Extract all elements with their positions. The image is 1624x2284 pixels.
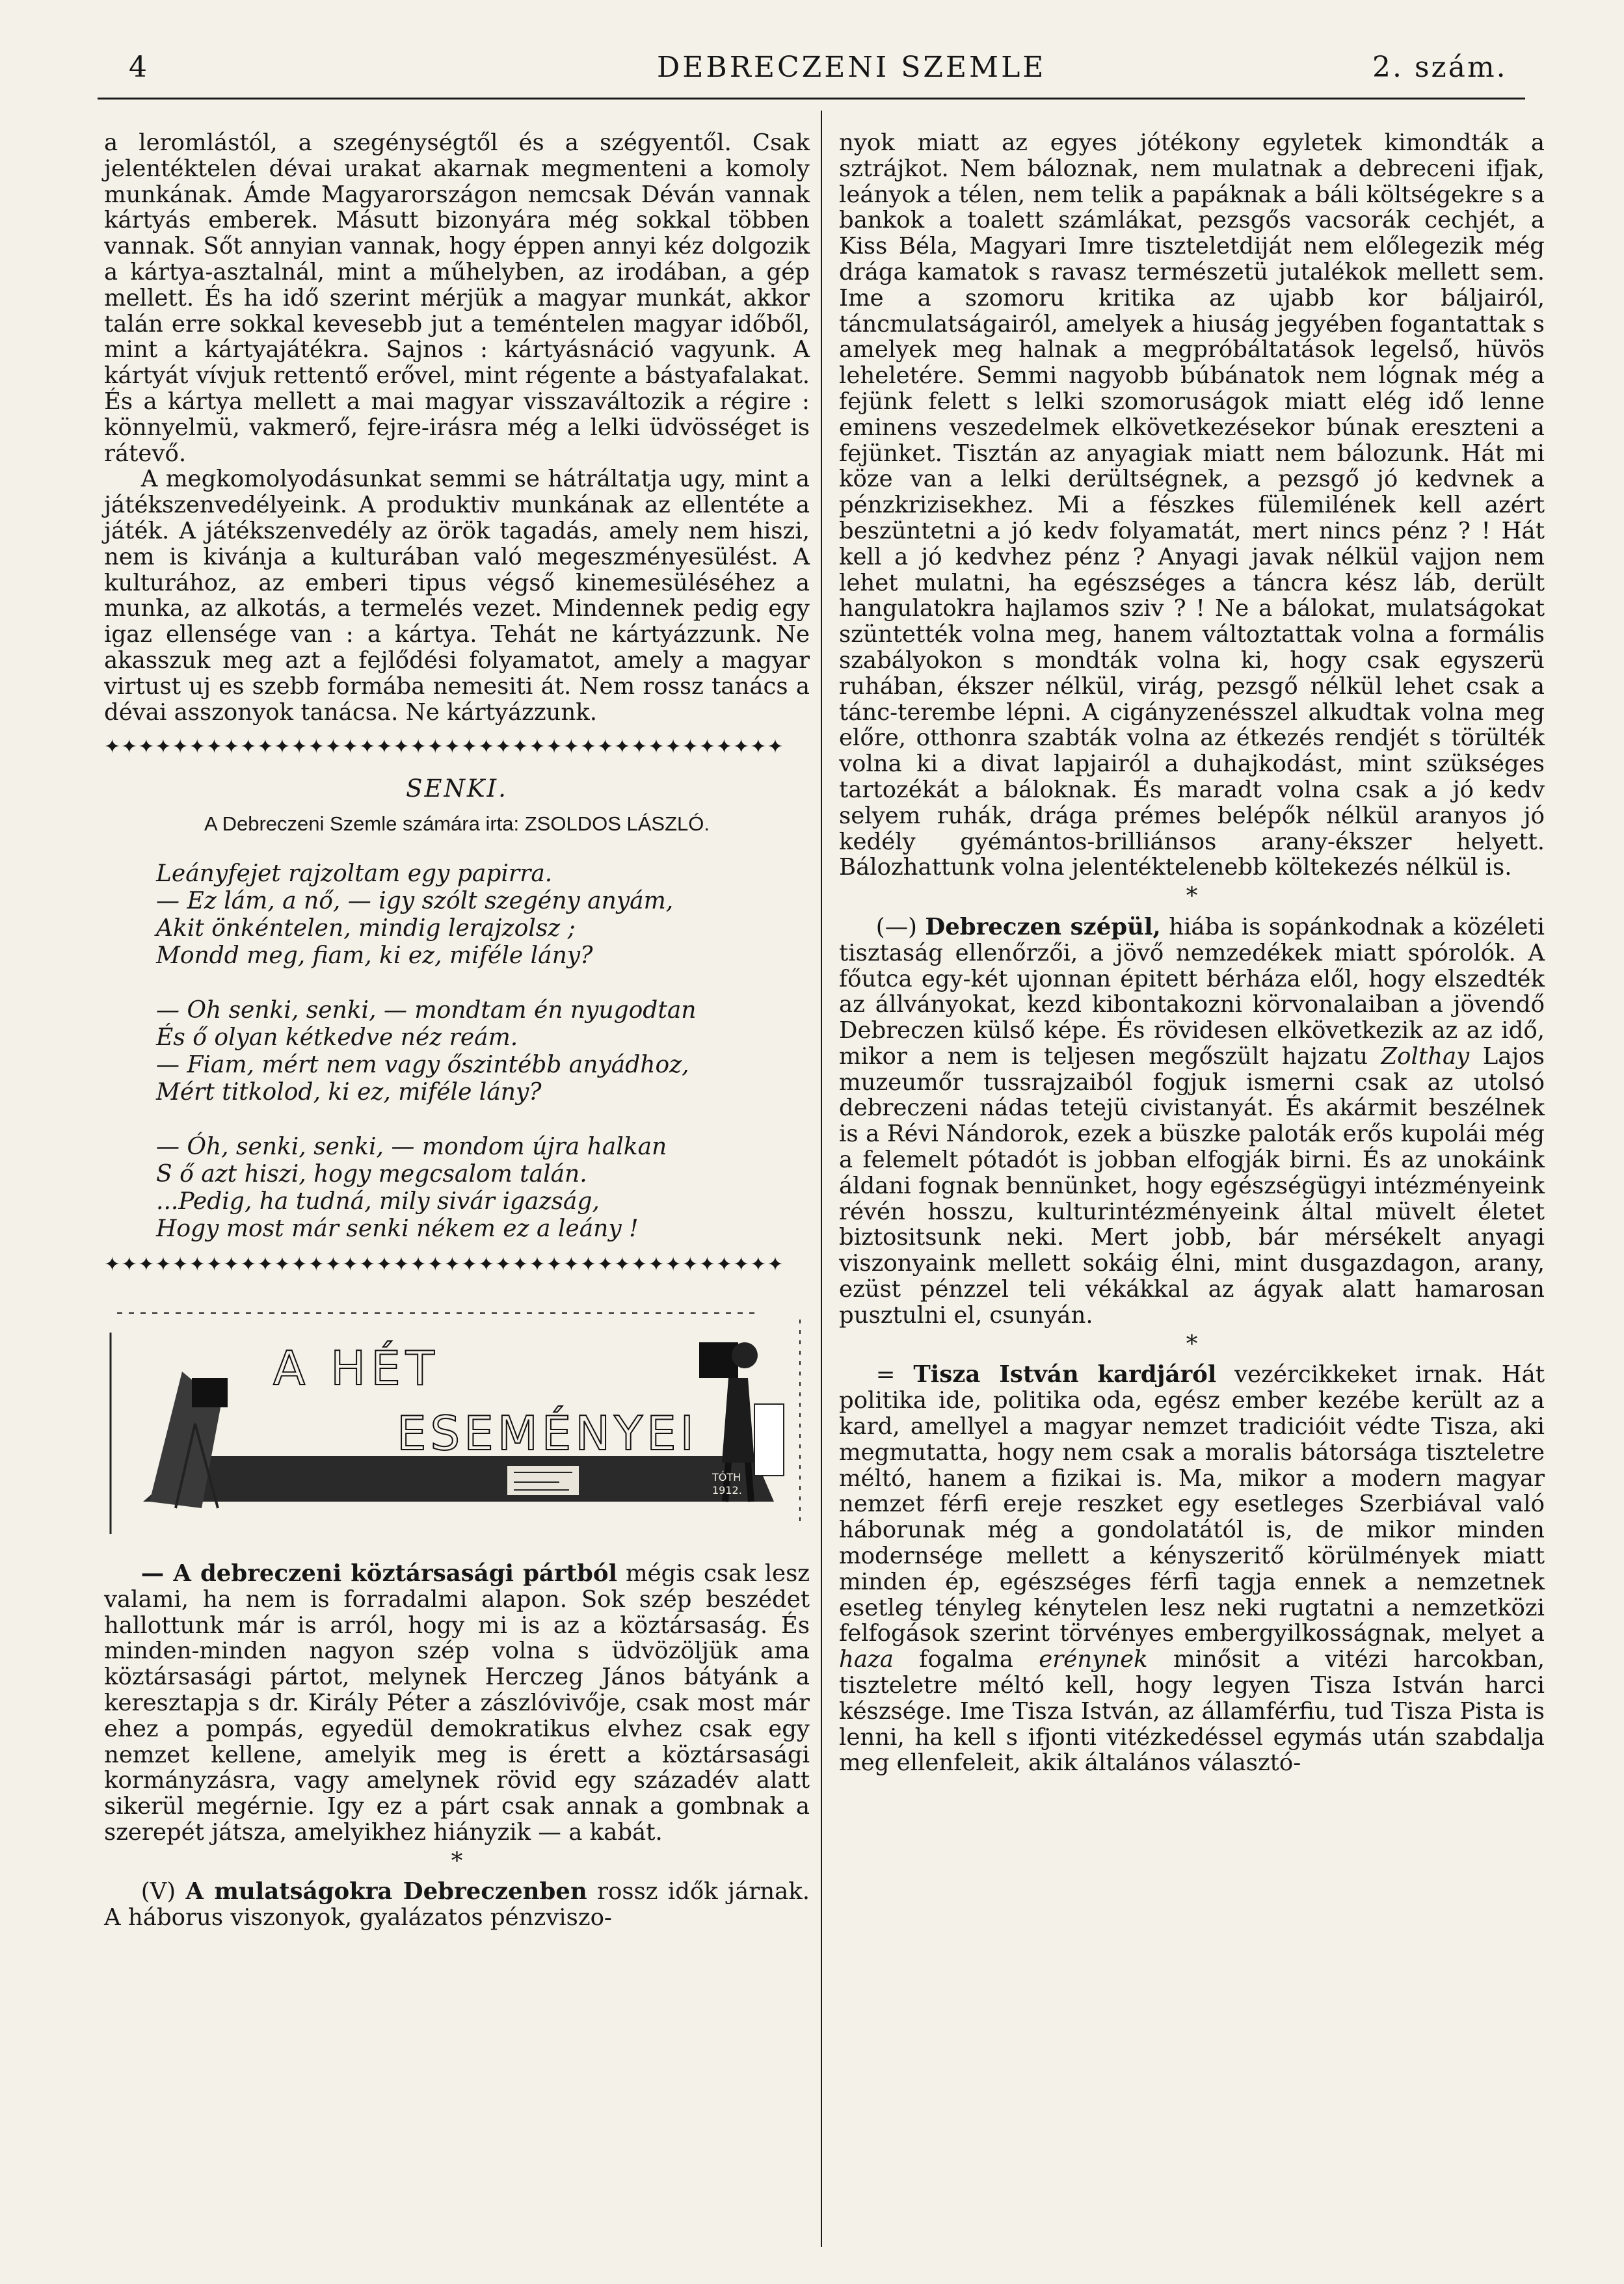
emphasized-name: Zolthay xyxy=(1381,1042,1470,1070)
poem-verse: — Oh senki, senki, — mondtam én nyugodtan xyxy=(156,996,697,1024)
article-text: minősit a vitézi harcokban, tiszteletre méltó kell, hogy legyen Tisza István harci készsége. Ime Tisza István, az államférfiu, tud Tisza Pista is lenni, ha kell s ifjonti vitézkedéssel egymás után szabdalja meg ellenfeleit, akik általános választó- xyxy=(839,1646,1545,1777)
poem-verse: — Ez lám, a nő, — igy szólt szegény anyám, xyxy=(156,887,674,914)
poem-verse: S ő azt hiszi, hogy megcsalom talán. xyxy=(156,1160,587,1188)
article-text: Lajos muzeumőr tussrajzaiból fogjuk ismerni csak az utolsó debreczeni nádas tetejü civistanyát. És akármit beszélnek is a Révi Nándorok, ezek a büszke paloták erős kupolái még a felemelt pótadót is jobban elfogják birni. És az unokáink áldani fognak bennünket, hogy egészségügyi intézményeink révén hosszu, kulturintézményeink által müvelt életet biztositsunk neki. Mert jobb, bár mérsékelt anyagi viszonyaink mellett sokáig élni, mint dusgazdagon, arany, ezüst pénzzel teli vékákkal az ágyak alatt hamarosan pusztulni el, csunyán. xyxy=(839,1042,1545,1329)
header-rule xyxy=(98,98,1525,100)
poem-verse: És ő olyan kétkedve néz reám. xyxy=(156,1024,518,1051)
banner-title-line1: A HÉT xyxy=(273,1340,440,1396)
article-lead: Tisza István kardjáról xyxy=(913,1361,1217,1388)
article-text: vezércikkeket irnak. Hát politika ide, politika oda, egész ember kezébe került az a kard, amellyel a magyar nemzet tradicióit védte Tisza, aki megmutatta, hogy nem csak a moralis bátorsága tiszteletre méltó, hanem a fizikai is. Ma, mikor a modern magyar nemzet férfi ereje reszket egy esetleges Szerbiával való háborunak még a gondolatától is, de mikor minden modernsége mellett a kényszeritő körülmények miatt minden ép, egészséges férfi tagja ennek a nemzetnek esetleg tényleg kénytelen lesz neki rugtatni a nemzetközi felfogások szerint törvényes embergyilkosságnak, melyet a xyxy=(839,1361,1545,1647)
poem-verse: — Óh, senki, senki, — mondom újra halkan xyxy=(156,1133,667,1160)
article-marker: = xyxy=(875,1361,914,1388)
article-paragraph xyxy=(104,1561,810,1846)
section-separator-star: * xyxy=(1186,1330,1198,1357)
article-paragraph xyxy=(839,1362,1545,1776)
banner-illustration xyxy=(104,1294,810,1544)
article-text: rossz idők járnak. A háborus viszonyok, gyalázatos pénzviszo- xyxy=(104,1878,810,1932)
article-paragraph: a leromlástól, a szegénységtől és a szégyentől. Csak jelentéktelen dévai urakat akarnak megmenteni a komoly munkának. Ámde Magyarországon nemcsak Déván vannak kártyás emberek. Másutt bizonyára még sokkal többen vannak. Sőt annyian vannak, hogy éppen annyi kéz dolgozik a kártya-asztalnál, mint a műhelyben, az irodában, a gép mellett. És ha idő szerint mérjük a magyar munkát, akkor talán erre sokkal kevesebb jut a teméntelen magyar időből, mint a kártyajátékra. Sajnos : kártyásnáció vagyunk. A kártyát vívjuk rettentő erővel, mint régente a bástyafalakat. És a kártya mellett a mai magyar visszaváltozik a régire : könnyelmü, vakmerő, fejre-irásra még a lelki üdvösséget is rátevő. xyxy=(104,129,810,467)
poem-stanza xyxy=(156,1134,810,1243)
article-lead: A mulatságokra Debreczenben xyxy=(185,1878,587,1906)
ornament-divider: ✦✦✦✦✦✦✦✦✦✦✦✦✦✦✦✦✦✦✦✦✦✦✦✦✦✦✦✦✦✦✦✦✦✦✦✦✦✦✦✦ xyxy=(104,736,784,759)
poem-stanza xyxy=(156,860,810,970)
banner-title-line2: ESEMÉNYEI xyxy=(397,1405,698,1461)
emphasized-word: haza xyxy=(839,1646,894,1673)
column-rule xyxy=(821,111,822,2247)
poem-verse: Leányfejet rajzoltam egy papirra. xyxy=(156,860,553,887)
article-text: hiába is sopánkodnak a közéleti tisztaság ellenőrzői, a jövő nemzedékek miatt spórolók. A főutca egy-két ujonnan épitett bérháza elől, hogy elszedték az állványokat, kezd kibontakozni körvonalaiban a jövendő Debreczen külső képe. És rövidesen elkövetkezik az az idő, mikor a nem is teljesen megőszült hajzatu xyxy=(839,913,1545,1070)
poem-verse: ...Pedig, ha tudná, mily sivár igazság, xyxy=(156,1188,600,1215)
poem-verse: Mért titkolod, ki ez, miféle lány? xyxy=(156,1078,542,1106)
article-paragraph xyxy=(839,914,1545,1329)
poem xyxy=(104,860,810,1243)
article-paragraph xyxy=(104,1879,810,1931)
article-paragraph: A megkomolyodásunkat semmi se hátráltatja ugy, mint a játékszenvedélyeink. A produktiv munkának az ellentéte a játék. A játékszenvedély az örök tagadás, amely nem hiszi, nem is kivánja a kulturában való megeszményesülést. A kulturához, az emberi tipus végső kinemesüléséhez a munka, az alkotás, a termelés vezet. Mindennek pedig egy igaz ellensége van : a kártya. Tehát ne kártyázzunk. Ne akasszuk meg azt a fejlődési folyamatot, amely a magyar virtust uj es szebb formába nemesiti át. Nem rossz tanács a dévai asszonyok tanácsa. Ne kártyázzunk. xyxy=(104,466,810,726)
page-number: 4 xyxy=(129,51,149,84)
poem-verse: — Fiam, mért nem vagy őszintébb anyádhoz, xyxy=(156,1051,689,1078)
article-marker: (V) xyxy=(140,1878,186,1906)
article-lead: — A debreczeni köztársasági pártból xyxy=(140,1560,617,1587)
section-banner xyxy=(104,1294,810,1544)
poem-title: SENKI. xyxy=(406,775,508,803)
article-text: mégis csak lesz valami, ha nem is forradalmi alapon. Sok szép beszédet hallottunk már is arról, hogy mi is az a köztársaság. És minden-minden nagyon szép volna s üdvözöljük ama köztársasági pártot, melynek Herczeg János bátyánk a keresztapja s dr. Király Péter a zászlóvivője, csak most már ehez a pompás, egyedül demokratikus elvhez csak egy nemzet kellene, amelyik meg is érett a köztársasági kormányzásra, vagy amelynek rövid egy századév alatt sikerül megérnie. Igy ez a párt csak annak a gombnak a szerepét játsza, amelyikhez hiányzik — a kabát. xyxy=(104,1560,810,1846)
artist-signature: TÓTH xyxy=(712,1470,741,1483)
article-marker: (—) xyxy=(875,913,925,940)
section-separator-star: * xyxy=(1186,883,1198,910)
article-paragraph: nyok miatt az egyes jótékony egyletek kimondták a sztrájkot. Nem báloznak, nem mulatnak a debreceni ifjak, leányok a télen, nem telik a papáknak a báli költségekre s a bankok a toalett számlákat, pezsgős vacsorák cechjét, a Kiss Béla, Magyari Imre tiszteletdiját nem előlegezik még drága kamatok s ravasz természetü jutalékok mellett sem. Ime a szomoru kritika az ujabb kor báljairól, táncmulatságairól, amelyek a hiuság jegyében fogantattak s amelyek meg halnak a megpróbáltatások legelső, hüvös leheletére. Semmi nagyobb búbánatok nem lógnak még a fejünk felett s lelki szomoruságok miatt elég idő lenne eminens veszedelmek elkövetkezésekor búnak ereszteni a fejünket. Tisztán az anyagiak miatt nem bálozunk. Hát mi köze van a lelki derültségnek, a pezsgő jó kedvnek a pénzkrizisekhez. Mi a fészkes fülemilének kell azért beszüntetni a jó kedv folyamatát, mert nincs pénz ? ! Hát kell a jó kedvhez pénz ? Anyagi javak nélkül vajjon nem lehet mulatni, ha egészséges a táncra kész láb, derült hangulatokra hajlamos sziv ? ! Ne a bálokat, mulatságokat szüntették volna meg, hanem változtattak volna a formális szabályokon s mondták volna ki, hogy csak egyszerü ruhában, ékszer nélkül, virág, pezsgő nélkül lehet csak a tánc-terembe lépni. A cigányzenésszel alkudtak volna meg előre, otthonra szabták volna az étkezés rendjét s törülték volna ki a divat lapjairól a duhajkodást, mint szükséges tartozékát a báloknak. És maradt volna csak a jó kedv selyem ruhák, drága prémes belépők nélkül aranyos jó kedély gyémántos-brilliánsos arany-ékszer helyett. Bálozhattunk volna jelentéktelenebb költekezés nélkül is. xyxy=(839,129,1545,881)
article-text: fogalma xyxy=(893,1646,1039,1673)
left-column xyxy=(104,130,810,1931)
poem-byline: A Debreczeni Szemle számára irta: ZSOLDOS LÁSZLÓ. xyxy=(204,812,710,836)
newspaper-title: DEBRECZENI SZEMLE xyxy=(657,51,1046,84)
poem-verse: Mondd meg, fiam, ki ez, miféle lány? xyxy=(156,942,593,969)
poem-verse: Akit önkéntelen, mindig lerajzolsz ; xyxy=(156,914,576,942)
artist-signature-year: 1912. xyxy=(712,1483,742,1496)
right-column xyxy=(839,130,1545,1776)
poem-verse: Hogy most már senki nékem ez a leány ! xyxy=(156,1215,639,1242)
article-lead: Debreczen szépül, xyxy=(925,913,1161,940)
running-header xyxy=(0,51,1624,96)
ornament-divider: ✦✦✦✦✦✦✦✦✦✦✦✦✦✦✦✦✦✦✦✦✦✦✦✦✦✦✦✦✦✦✦✦✦✦✦✦✦✦✦✦ xyxy=(104,1253,784,1276)
issue-number: 2. szám. xyxy=(1372,51,1508,84)
poem-stanza xyxy=(156,997,810,1106)
emphasized-word: erénynek xyxy=(1039,1646,1148,1673)
section-separator-star: * xyxy=(451,1847,463,1874)
